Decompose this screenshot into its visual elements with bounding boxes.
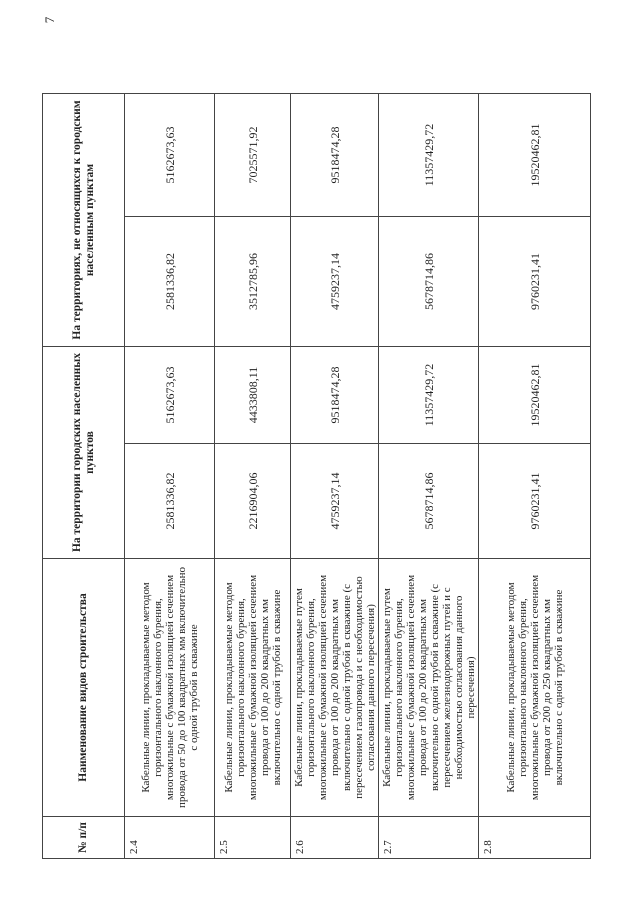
urban-value-2: 4433808,11 [215,347,291,444]
non-urban-value-1: 9760231,41 [479,217,591,347]
row-number: 2.8 [479,817,591,859]
non-urban-value-2: 19520462,81 [479,94,591,217]
header-row [43,94,125,859]
urban-value-2: 5162673,63 [125,347,215,444]
table-row [125,94,215,859]
row-number: 2.6 [291,817,379,859]
page-number: 7 [42,16,57,24]
urban-value-1: 9760231,41 [479,444,591,559]
table-row [291,94,379,859]
urban-value-1: 2216904,06 [215,444,291,559]
header-urban: На территории городских населенных пунктов [43,347,125,559]
header-num: № п/п [43,817,125,859]
row-number: 2.5 [215,817,291,859]
row-description: Кабельные линии, прокладываемые путем горизонтального наклонного бурения, многожильные с бумажной изоляцией сечением провода от 100 до 200 квадратных мм включительно с одной трубой в скважине (с пересечением газопровода и с необходимостью согласования данного пересечения) [291,559,379,817]
header-non-urban: На территориях, не относящихся к городским населенным пунктам [43,94,125,347]
table-row [379,94,479,859]
non-urban-value-2: 5162673,63 [125,94,215,217]
non-urban-value-1: 2581336,82 [125,217,215,347]
urban-value-1: 4759237,14 [291,444,379,559]
rotated-table-wrapper [42,94,590,859]
row-number: 2.4 [125,817,215,859]
row-number: 2.7 [379,817,479,859]
urban-value-2: 19520462,81 [479,347,591,444]
non-urban-value-1: 5678714,86 [379,217,479,347]
row-description: Кабельные линии, прокладываемые методом горизонтального наклонного бурения, многожильные с бумажной изоляцией сечением провода от 50 до 100 квадратных мм включительно с одной трубой в скважине [125,559,215,817]
urban-value-2: 11357429,72 [379,347,479,444]
row-description: Кабельные линии, прокладываемые методом горизонтального наклонного бурения, многожильные с бумажной изоляцией сечением провода от 100 до 200 квадратных мм включительно с одной трубой в скважине [215,559,291,817]
row-description: Кабельные линии, прокладываемые путем горизонтального наклонного бурения, многожильные с бумажной изоляцией сечением провода от 100 до 200 квадратных мм включительно с одной трубой в скважине (с пересечением железнодорожных путей и с необходимостью согласования данного пересечения) [379,559,479,817]
non-urban-value-2: 11357429,72 [379,94,479,217]
table-row [479,94,591,859]
non-urban-value-2: 9518474,28 [291,94,379,217]
header-name: Наименование видов строительства [43,559,125,817]
cost-table [42,93,591,859]
non-urban-value-2: 7025571,92 [215,94,291,217]
row-description: Кабельные линии, прокладываемые методом горизонтального наклонного бурения, многожильные с бумажной изоляцией сечением провода от 200 до 250 квадратных мм включительно с одной трубой в скважине [479,559,591,817]
urban-value-1: 2581336,82 [125,444,215,559]
non-urban-value-1: 4759237,14 [291,217,379,347]
urban-value-1: 5678714,86 [379,444,479,559]
non-urban-value-1: 3512785,96 [215,217,291,347]
table-row [215,94,291,859]
urban-value-2: 9518474,28 [291,347,379,444]
